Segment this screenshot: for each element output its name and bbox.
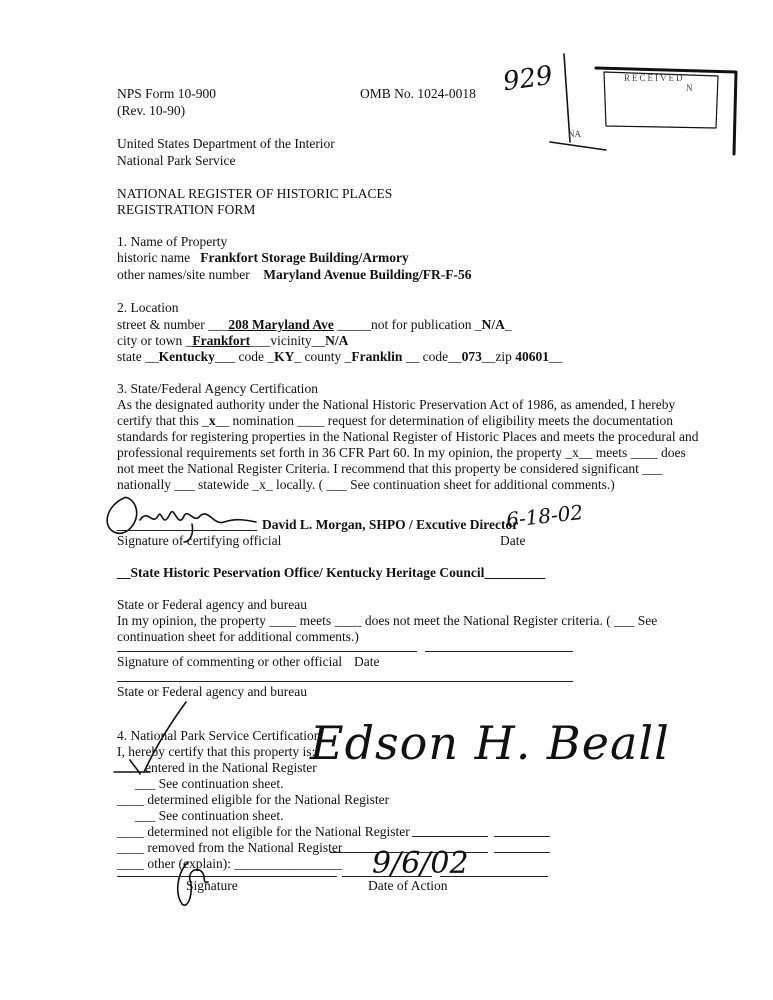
entered-in-register: entered in the National Register <box>145 760 317 775</box>
opinion-line2: continuation sheet for additional comments.) <box>117 629 359 644</box>
zip-value: 40601 <box>515 349 549 364</box>
handwritten-number: 929 <box>501 60 555 98</box>
section1-heading: 1. Name of Property <box>117 234 228 249</box>
zip-tail: __ <box>549 349 563 364</box>
cert-para-line2-b: __ nomination ____ request for determination of eligibility meets the documentation <box>215 413 674 428</box>
state-code-label: ___ code _ <box>214 349 275 364</box>
nps-signature-label: Signature <box>186 878 238 893</box>
action-date-handwritten: 9/6/02 <box>372 846 469 881</box>
form-title-line1: NATIONAL REGISTER OF HISTORIC PLACES <box>117 186 393 201</box>
street-label: street & number ___ <box>117 317 229 332</box>
vicinity-value: N/A <box>325 333 349 348</box>
city-row <box>117 333 348 349</box>
certifying-office <box>117 565 545 581</box>
state-value: Kentucky <box>158 349 215 364</box>
section2-heading: 2. Location <box>117 300 179 315</box>
not-eligible-line-b <box>494 836 550 837</box>
agency-bureau-line <box>117 681 573 682</box>
department: United States Department of the Interior <box>117 136 335 151</box>
nps-date-line-a <box>342 876 432 877</box>
cert-para-line2 <box>117 413 673 429</box>
other-names-value: Maryland Avenue Building/FR-F-56 <box>263 267 472 282</box>
certifying-date-label: Date <box>500 533 526 548</box>
city-value: Frankfort <box>192 333 251 348</box>
agency-bureau-label-2: State or Federal agency and bureau <box>117 684 308 699</box>
see-continuation-1: ___ See continuation sheet. <box>135 776 284 791</box>
opinion-line1: In my opinion, the property ____ meets ____ does not meet the National Register criteria. ( ___ See <box>117 613 658 628</box>
nps-cert-intro: I, hereby certify that this property is: <box>117 744 316 759</box>
see-continuation-2: ___ See continuation sheet. <box>135 808 284 823</box>
street-tail: _____not for publication _ <box>333 317 482 332</box>
office-name: State Historic Peservation Office/ Kentucky Heritage Council <box>130 565 485 580</box>
form-number: NPS Form 10-900 <box>117 86 217 101</box>
not-for-publication-tail: _ <box>504 317 512 332</box>
stamp-text-side: N <box>686 83 693 93</box>
street-value: 208 Maryland Ave <box>228 317 334 332</box>
state-code-value: KY <box>274 349 295 364</box>
commenting-signature-line <box>117 651 417 652</box>
cert-para-line6: nationally ___ statewide _x_ locally. ( ___ See continuation sheet for additional comments.) <box>117 477 615 492</box>
office-suffix: _________ <box>484 565 546 580</box>
stamp-text-mid: NA <box>568 129 581 139</box>
stamp-frame <box>546 46 751 161</box>
section3-heading: 3. State/Federal Agency Certification <box>117 381 318 396</box>
certifying-signature-label: Signature of certifying official <box>117 533 282 548</box>
section4-heading: 4. National Park Service Certification <box>117 728 321 743</box>
vicinity-label: ___vicinity__ <box>250 333 326 348</box>
certifying-signature-line <box>117 530 257 531</box>
certifier-name: David L. Morgan, SHPO / Excutive Director <box>262 517 519 532</box>
form-title-line2: REGISTRATION FORM <box>117 202 256 217</box>
agency-bureau-label: State or Federal agency and bureau <box>117 597 308 612</box>
other-names-row <box>117 267 472 283</box>
date-of-action-label: Date of Action <box>368 878 448 893</box>
cert-para-line4: professional requirements set forth in 36 CFR Part 60. In my opinion, the property _x__ meets ____ does <box>117 445 686 460</box>
county-code-value: 073 <box>461 349 482 364</box>
state-row <box>117 349 563 365</box>
nps-date-line-b <box>440 876 548 877</box>
cert-para-line2-a: certify that this _ <box>117 413 209 428</box>
keeper-signature: Edson H. Beall <box>310 716 670 770</box>
removed-line-b <box>494 852 550 853</box>
service: National Park Service <box>117 153 236 168</box>
city-label: city or town _ <box>117 333 193 348</box>
state-label: state __ <box>117 349 159 364</box>
commenting-date-line <box>425 651 573 652</box>
office-prefix: __ <box>117 565 131 580</box>
nomination-mark: x <box>208 413 216 428</box>
commenting-date-label: Date <box>354 654 380 669</box>
zip-label: __zip <box>481 349 512 364</box>
cert-para-line1: As the designated authority under the National Historic Preservation Act of 1986, as amended, I hereby <box>117 397 676 412</box>
not-eligible-line-a <box>412 836 488 837</box>
certification-date-handwritten: 6-18-02 <box>504 500 585 532</box>
form-revision: (Rev. 10-90) <box>117 103 186 118</box>
other-names-label: other names/site number <box>117 267 250 282</box>
determined-not-eligible: ____ determined not eligible for the National Register <box>117 824 410 839</box>
county-code-label: __ code__ <box>402 349 462 364</box>
removed-from-register: ____ removed from the National Register <box>117 840 343 855</box>
stamp-text-top: RECEIVED <box>624 73 685 83</box>
omb-number: OMB No. 1024-0018 <box>360 86 476 101</box>
historic-name-value: Frankfort Storage Building/Armory <box>200 250 409 265</box>
street-row <box>117 317 512 333</box>
not-for-publication-value: N/A <box>481 317 505 332</box>
commenting-signature-label: Signature of commenting or other official <box>117 654 343 669</box>
cert-para-line3: standards for registering properties in the National Register of Historic Places and meets the procedural and <box>117 429 699 444</box>
received-stamp <box>546 46 751 161</box>
cert-para-line5: not meet the National Register Criteria. I recommend that this property be considered significant ___ <box>117 461 663 476</box>
county-label: _ county _ <box>294 349 352 364</box>
county-value: Franklin <box>351 349 403 364</box>
nps-signature-line <box>117 876 337 877</box>
historic-name-label: historic name <box>117 250 191 265</box>
other-explain: ____ other (explain): ________________ <box>117 856 343 871</box>
historic-name-row <box>117 250 409 266</box>
determined-eligible: ____ determined eligible for the National Register <box>117 792 390 807</box>
